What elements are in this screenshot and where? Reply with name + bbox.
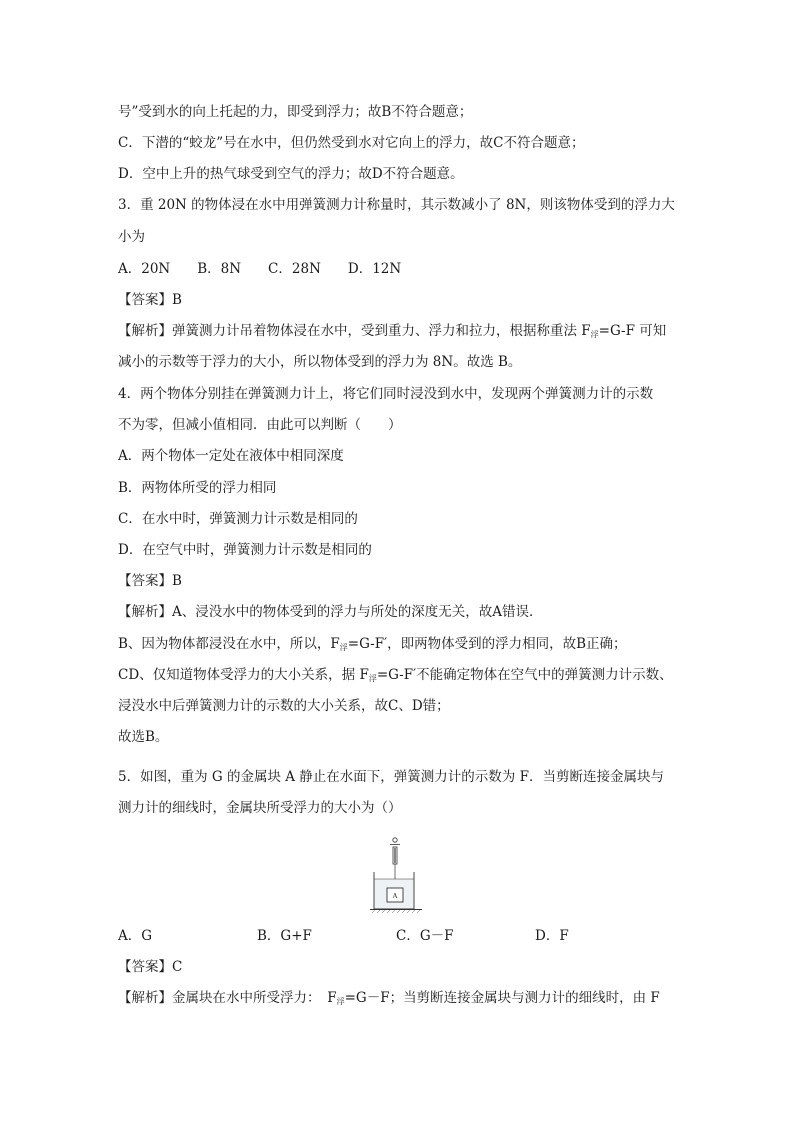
option-d: D．在空气中时，弹簧测力计示数是相同的 — [118, 542, 372, 558]
analysis-line: 故选B。 — [118, 729, 169, 745]
text-line: 号”受到水的向上托起的力，即受到浮力；故B不符合题意； — [118, 104, 473, 120]
analysis-line: 【解析】A、浸没水中的物体受到的浮力与所处的深度无关，故A错误． — [118, 604, 543, 620]
analysis-line — [118, 666, 673, 688]
option-b: B．G+F — [257, 928, 312, 944]
analysis-line — [118, 635, 627, 657]
analysis-line — [118, 322, 666, 344]
question-4-line: 4．两个物体分别挂在弹簧测力计上，将它们同时浸没到水中，发现两个弹簧测力计的示数 — [118, 386, 654, 402]
answer-label: 【答案】B — [118, 292, 182, 308]
analysis-line: 减小的示数等于浮力的大小，所以物体受到的浮力为 8N。故选 B。 — [118, 354, 522, 370]
text-line: D．空中上升的热气球受到空气的浮力；故D不符合题意。 — [118, 166, 464, 182]
option-c: C．在水中时，弹簧测力计示数是相同的 — [118, 511, 358, 527]
subscript-buoyancy: 浮 — [336, 997, 345, 1006]
question-3-line: 3．重 20N 的物体浸在水中用弹簧测力计称量时，其示数减小了 8N，则该物体受到的浮力大 — [118, 197, 675, 213]
analysis-line: 浸没水中后弹簧测力计的示数的大小关系，故C、D错； — [118, 698, 450, 714]
question-5-line: 5．如图，重为 G 的金属块 A 静止在水面下，弹簧测力计的示数为 F．当剪断连接金属块与 — [118, 769, 664, 785]
subscript-buoyancy: 浮 — [339, 643, 348, 652]
text-line: C．下潜的“蛟龙”号在水中，但仍然受到水对它向上的浮力，故C不符合题意； — [118, 135, 585, 151]
analysis-text: =G-F′，即两物体受到的浮力相同，故B正确； — [347, 636, 627, 652]
option-c: C．G－F — [396, 928, 454, 944]
question-4-line: 不为零，但减小值相同．由此可以判断（ ） — [118, 417, 402, 433]
question-5-line: 测力计的细线时，金属块所受浮力的大小为（） — [118, 800, 402, 816]
analysis-text: =G-F′不能确定物体在空气中的弹簧测力计示数、 — [376, 667, 673, 683]
spring-scale-beaker-diagram — [368, 834, 428, 914]
table-hatching — [372, 910, 420, 913]
question-3-line: 小为 — [118, 229, 145, 245]
analysis-text: 【解析】金属块在水中所受浮力： F — [118, 990, 337, 1006]
scale-hook-ring — [393, 838, 397, 842]
analysis-line — [118, 989, 660, 1011]
option-b: B．两物体所受的浮力相同 — [118, 480, 277, 496]
analysis-text: CD、仅知道物体受浮力的大小关系，据 F — [118, 667, 369, 683]
analysis-text: =G－F；当剪断连接金属块与测力计的细线时，由 F — [344, 990, 660, 1006]
subscript-buoyancy: 浮 — [590, 330, 599, 339]
analysis-text: 【解析】弹簧测力计吊着物体浸在水中，受到重力、浮力和拉力，根据称重法 F — [118, 323, 591, 339]
answer-label: 【答案】C — [118, 959, 183, 975]
analysis-text: B、因为物体都浸没在水中，所以，F — [118, 636, 340, 652]
analysis-text: =G-F 可知 — [598, 323, 667, 339]
option-d: D．F — [535, 928, 569, 944]
block-label: A — [392, 892, 398, 900]
option-a: A．两个物体一定处在液体中相同深度 — [118, 448, 344, 464]
subscript-buoyancy: 浮 — [368, 674, 377, 683]
question-3-options: A．20N B．8N C．28N D．12N — [118, 261, 402, 277]
answer-label: 【答案】B — [118, 573, 182, 589]
option-a: A．G — [118, 928, 153, 944]
